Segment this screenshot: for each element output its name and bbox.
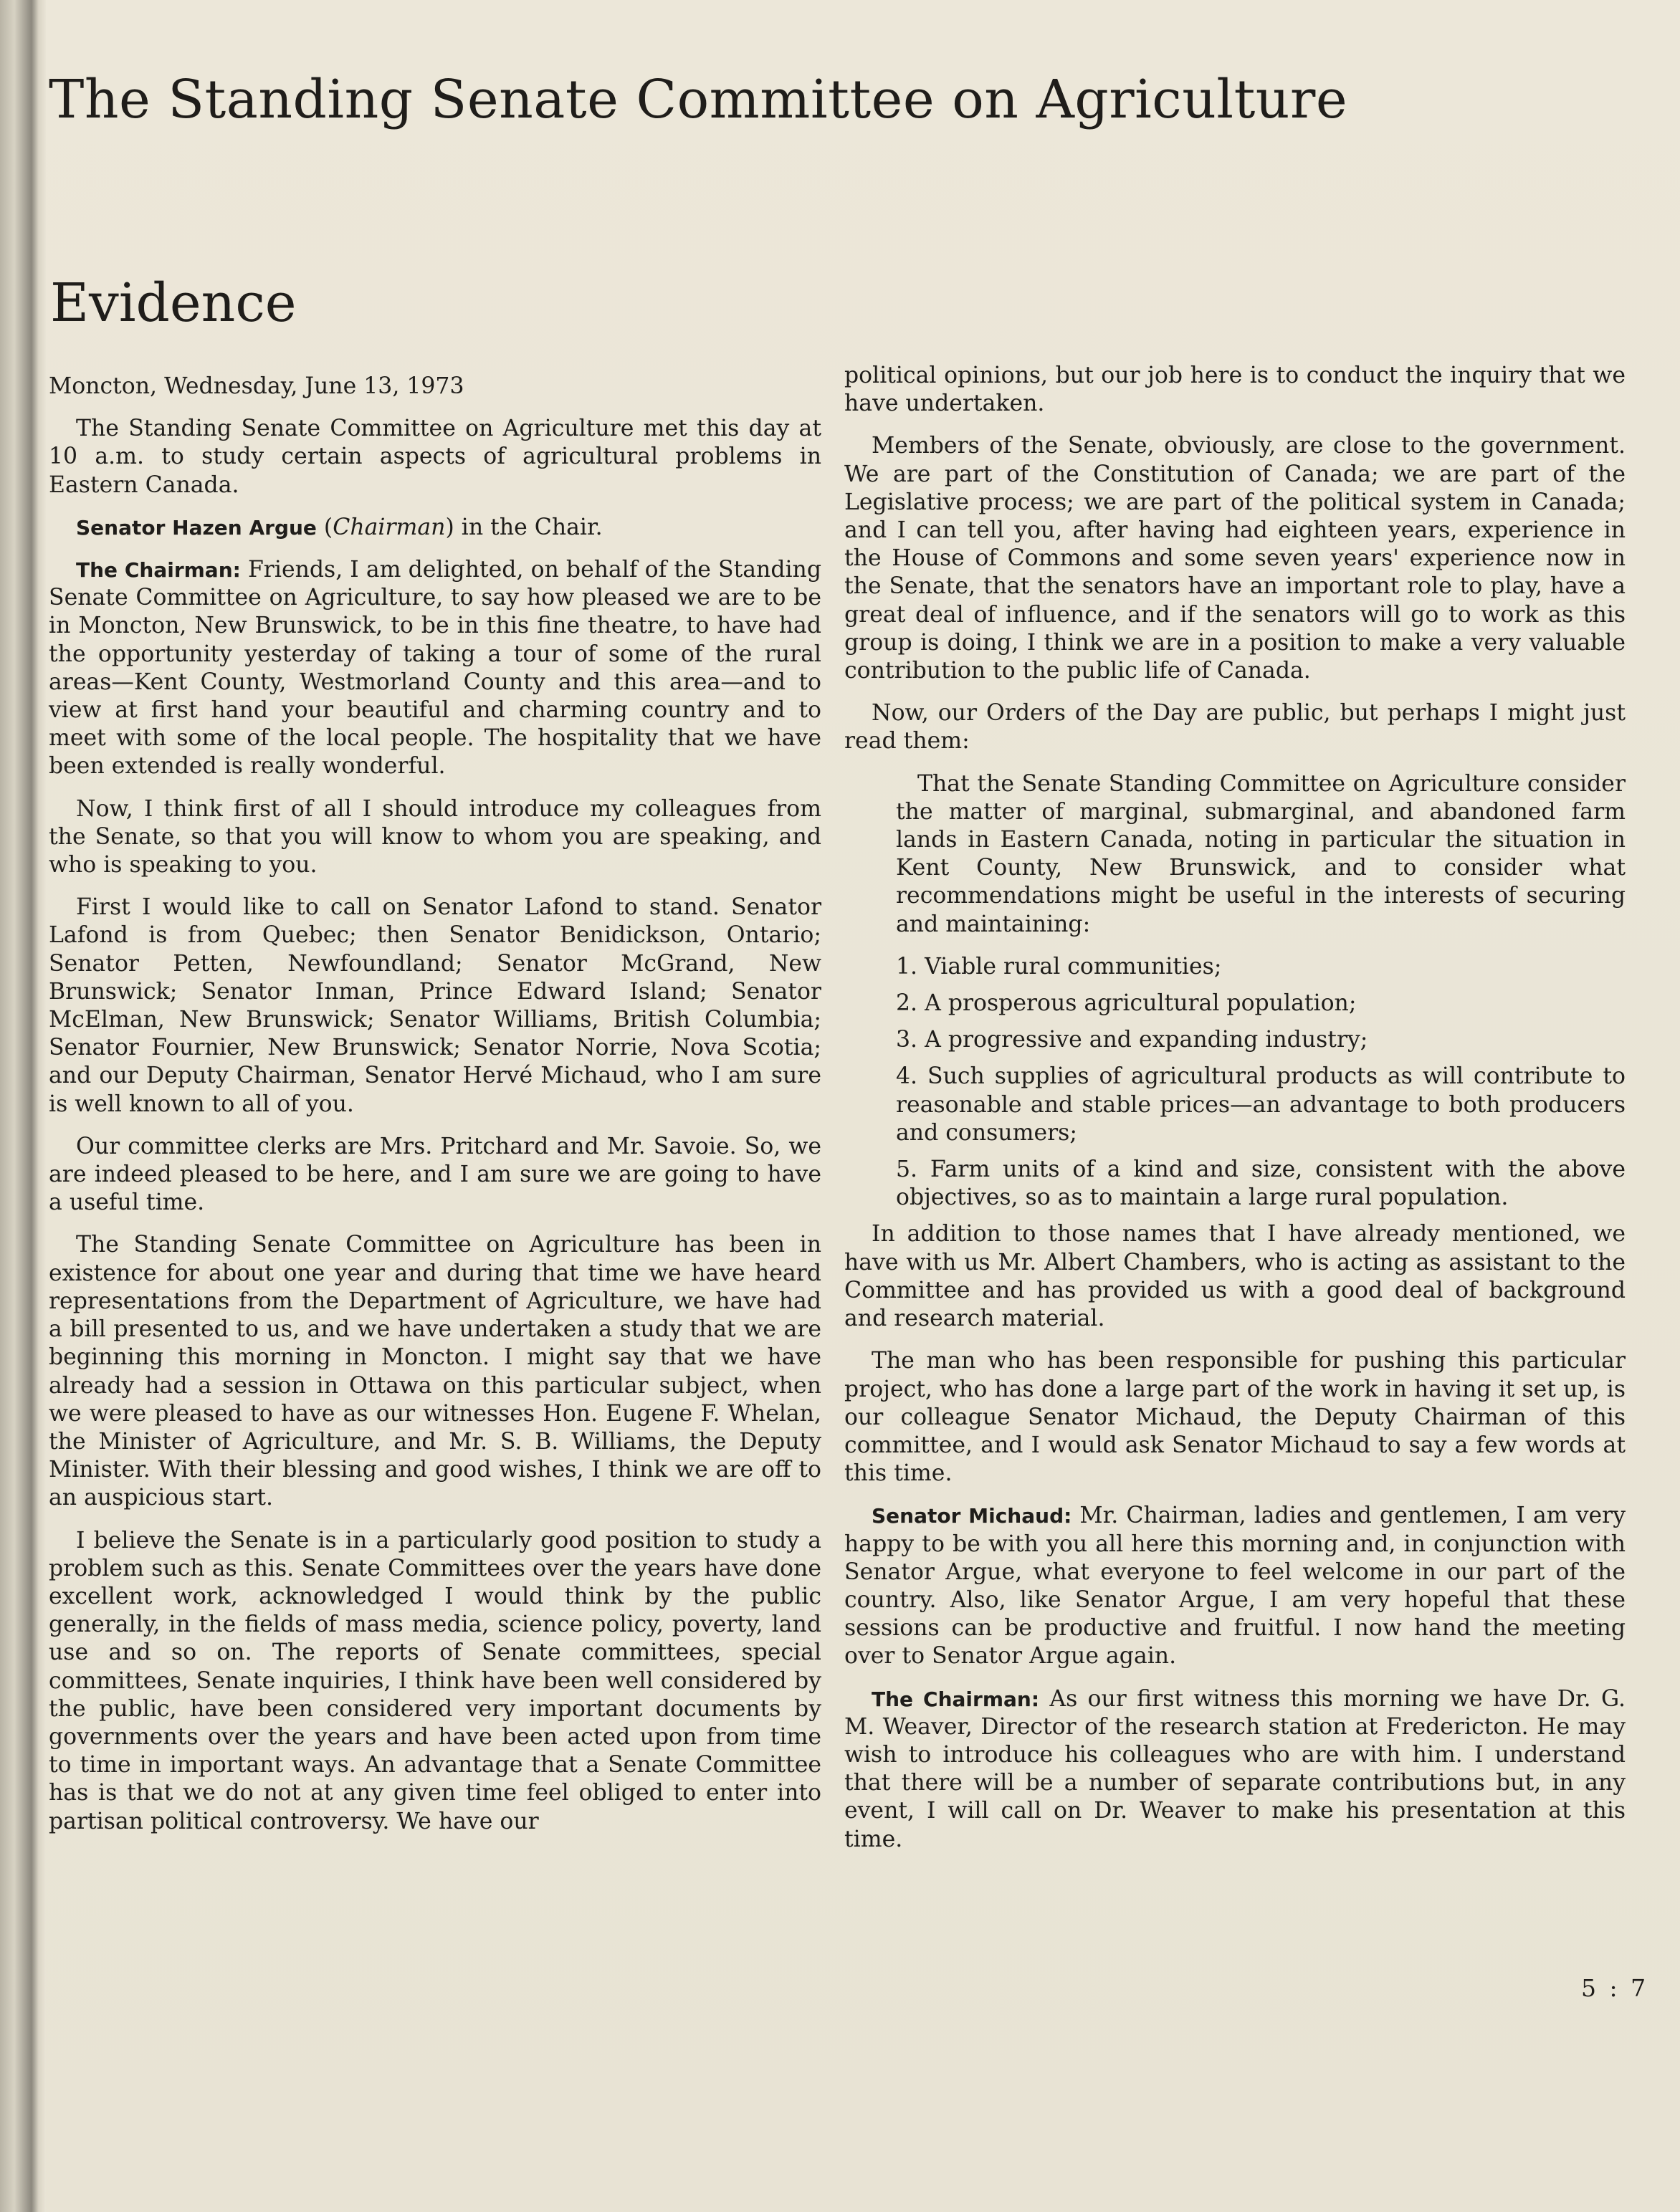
speech-text: Mr. Chairman, ladies and gentlemen, I am very happy to be with you all here this morning and, in conjunction with Senator Argue, what everyone to feel welcome in our part of the country. Also, like Senator Argue, I am very hopeful that these sessions can be productive and fruitful. I now hand the meeting over to Senator Argue again. xyxy=(844,1503,1626,1670)
paragraph: Now, I think first of all I should introduce my colleagues from the Senate, so that you will know to whom you are speaking, and who is speaking to you. xyxy=(49,795,821,878)
chair-line: Senator Hazen Argue (Chairman) in the Chair. xyxy=(76,514,603,540)
speaker-label: Senator Michaud: xyxy=(872,1504,1072,1528)
list-item: 5. Farm units of a kind and size, consistent with the above objectives, so as to maintain a large rural population. xyxy=(896,1157,1626,1211)
chair-role: Chairman xyxy=(333,514,446,540)
list-item: 2. A prosperous agricultural population; xyxy=(896,990,1357,1017)
document-page xyxy=(46,0,1680,2212)
speech-paragraph xyxy=(49,556,821,781)
list-item: 4. Such supplies of agricultural products as will contribute to reasonable and stable prices—an advantage to both producers and consumers; xyxy=(896,1063,1626,1146)
objectives-list xyxy=(844,953,1626,1212)
speech-paragraph xyxy=(844,1685,1626,1854)
paragraph: In addition to those names that I have already mentioned, we have with us Mr. Albert Chambers, who is acting as assistant to the Committee and has provided us with a good deal of background and research material. xyxy=(844,1221,1626,1332)
chair-rest: in the Chair. xyxy=(461,514,603,540)
left-column xyxy=(49,373,821,1850)
right-column xyxy=(844,362,1626,1868)
paragraph: Now, our Orders of the Day are public, but perhaps I might just read them: xyxy=(844,700,1626,755)
paragraph: First I would like to call on Senator Lafond to stand. Senator Lafond is from Quebec; then Senator Benidickson, Ontario; Senator Petten, Newfoundland; Senator McGrand, New Brunswick; Senator Inman, Prince Edward Island; Senator McElman, New Brunswick; Senator Williams, British Columbia; Senator Fournier, New Brunswick; Senator Norrie, Nova Scotia; and our Deputy Chairman, Senator Hervé Michaud, who I am sure is well known to all of you. xyxy=(49,894,821,1117)
page-number: 5 : 7 xyxy=(1581,1974,1649,2002)
quote-text: That the Senate Standing Committee on Agriculture consider the matter of marginal, submarginal, and abandoned farm lands in Eastern Canada, noting in particular the situation in Kent County, New Brunswick, and to consider what recommendations might be useful in the interests of securing and maintaining: xyxy=(896,770,1626,937)
paragraph: The Standing Senate Committee on Agriculture has been in existence for about one year and during that time we have heard representations from the Department of Agriculture, we have had a bill presented to us, and we have undertaken a study that we are beginning this morning in Moncton. I might say that we have already had a session in Ottawa on this particular subject, when we were pleased to have as our witnesses Hon. Eugene F. Whelan, the Minister of Agriculture, and Mr. S. B. Williams, the Deputy Minister. With their blessing and good wishes, I think we are off to an auspicious start. xyxy=(49,1232,821,1511)
book-binding-edge xyxy=(0,0,46,2212)
paragraph: Members of the Senate, obviously, are close to the government. We are part of the Constitution of Canada; we are part of the Legislative process; we are part of the political system in Canada; and I can tell you, after having had eighteen years, experience in the House of Commons and some seven years' experience now in the Senate, that the senators have an important role to play, have a great deal of influence, and if the senators will go to work as this group is doing, I think we are in a position to make a very valuable contribution to the public life of Canada. xyxy=(844,433,1626,684)
chair-name: Senator Hazen Argue xyxy=(76,515,317,540)
dateline: Moncton, Wednesday, June 13, 1973 xyxy=(49,373,464,399)
orders-of-the-day-quote xyxy=(844,770,1626,939)
speaker-label: The Chairman: xyxy=(872,1687,1040,1711)
paragraph: I believe the Senate is in a particularly good position to study a problem such as this. Senate Committees over the years have done excellent work, acknowledged I would think by the public generally, in the fields of mass media, science policy, poverty, land use and so on. The reports of Senate committees, special committees, Senate inquiries, I think have been well considered by the public, have been considered very important documents by governments over the years and have been acted upon from time to time in important ways. An advantage that a Senate Committee has is that we do not at any given time feel obliged to enter into partisan political controversy. We have our xyxy=(49,1527,821,1834)
speech-paragraph xyxy=(844,1502,1626,1670)
paragraph: Our committee clerks are Mrs. Pritchard and Mr. Savoie. So, we are indeed pleased to be here, and I am sure we are going to have a useful time. xyxy=(49,1133,821,1216)
speech-text: As our first witness this morning we have Dr. G. M. Weaver, Director of the research station at Fredericton. He may wish to introduce his colleagues who are with him. I understand that there will be a number of separate contributions but, in any event, I will call on Dr. Weaver to make his presentation at this time. xyxy=(844,1685,1626,1852)
committee-title: The Standing Senate Committee on Agriculture xyxy=(49,69,1348,130)
speech-text: Friends, I am delighted, on behalf of the Standing Senate Committee on Agriculture, to say how pleased we are to be in Moncton, New Brunswick, to be in this fine theatre, to have had the opportunity yesterday of taking a tour of some of the rural areas—Kent County, Westmorland County and this area—and to view at first hand your beautiful and charming country and to meet with some of the local people. The hospitality that we have been extended is really wonderful. xyxy=(49,557,822,780)
speaker-label: The Chairman: xyxy=(76,558,241,583)
list-item: 3. A progressive and expanding industry; xyxy=(896,1027,1368,1053)
list-item: 1. Viable rural communities; xyxy=(896,953,1222,980)
section-heading: Evidence xyxy=(50,272,297,334)
paragraph: The man who has been responsible for pushing this particular project, who has done a large part of the work in having it set up, is our colleague Senator Michaud, the Deputy Chairman of this committee, and I would ask Senator Michaud to say a few words at this time. xyxy=(844,1348,1626,1487)
paragraph: The Standing Senate Committee on Agriculture met this day at 10 a.m. to study certain aspects of agricultural problems in Eastern Canada. xyxy=(49,416,821,498)
paragraph: political opinions, but our job here is to conduct the inquiry that we have undertaken. xyxy=(844,363,1626,417)
